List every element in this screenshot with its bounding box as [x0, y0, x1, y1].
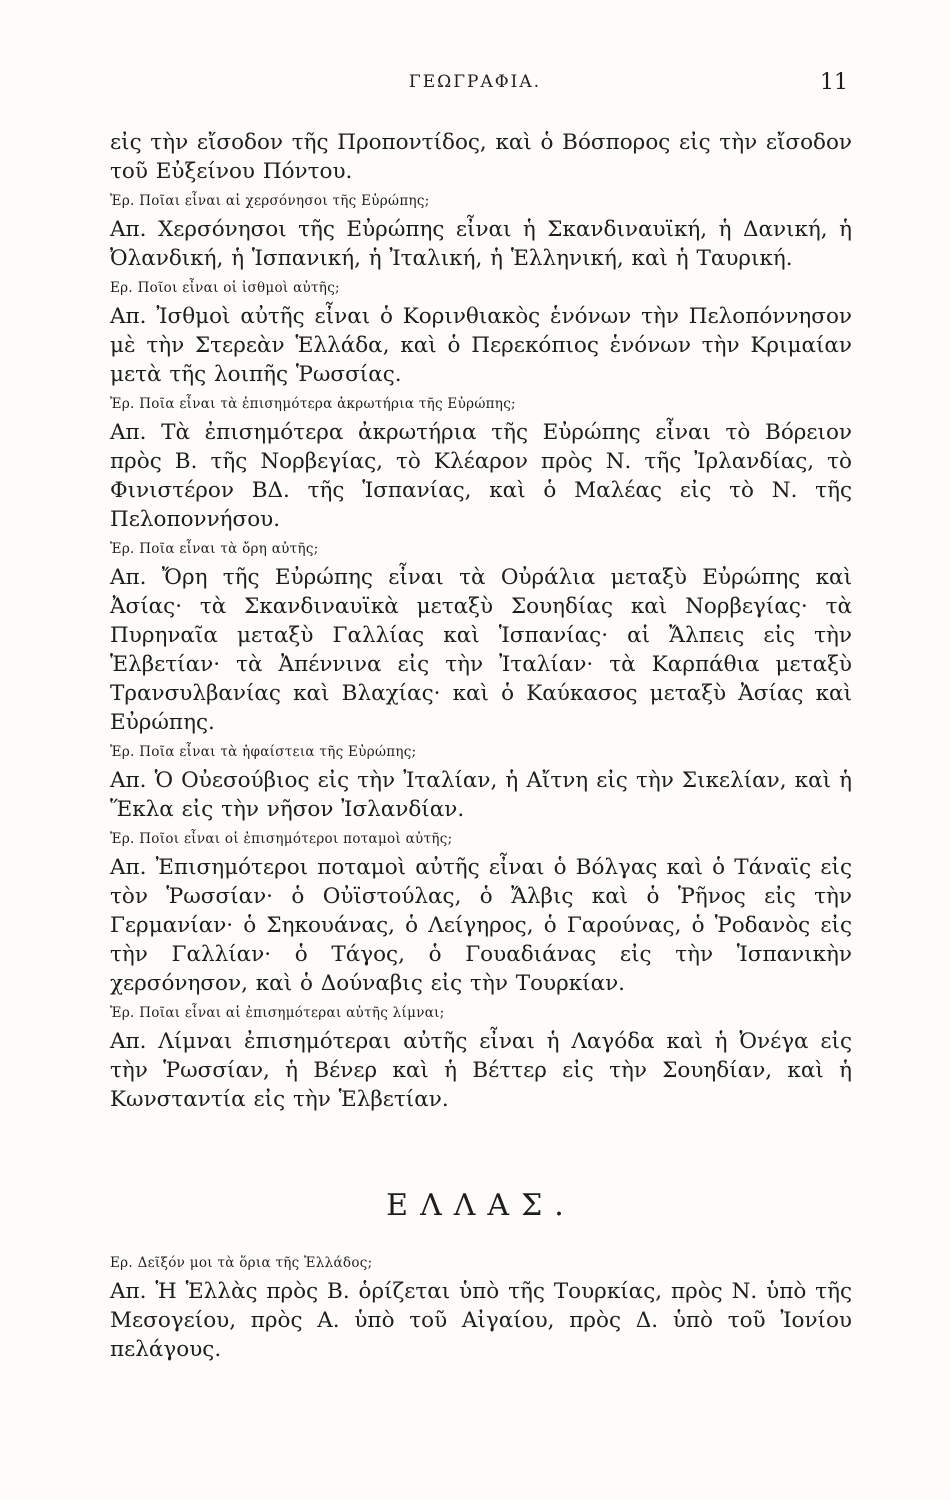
answer-peninsulas: Απ. Χερσόνησοι τῆς Εὐρώπης εἶναι ἡ Σκανδιναυϊκή, ἡ Δανική, ἡ Ὀλανδική, ἡ Ἱσπανική, ἡ Ἰταλική, ἡ Ἑλληνική, καὶ ἡ Ταυρική.	[110, 217, 852, 271]
answer-capes: Απ. Τὰ ἐπισημότερα ἀκρωτήρια τῆς Εὐρώπης εἶναι τὸ Βόρειον πρὸς Β. τῆς Νορβεγίας, τὸ Κλέαρον πρὸς Ν. τῆς Ἰρλανδίας, τὸ Φινιστέρον ΒΔ. τῆς Ἱσπανίας, καὶ ὁ Μαλέας εἰς τὸ Ν. τῆς Πελοποννήσου.	[110, 420, 852, 532]
question-rivers: Ἐρ. Ποῖοι εἶναι οἱ ἐπισημότεροι ποταμοὶ αὐτῆς;	[110, 831, 453, 847]
answer-lakes: Απ. Λίμναι ἐπισημότεραι αὐτῆς εἶναι ἡ Λαγόδα καὶ ἡ Ὀνέγα εἰς τὴν Ῥωσσίαν, ἡ Βένερ καὶ ἡ Βέττερ εἰς τὴν Σουηδίαν, καὶ ἡ Κωνσταντία εἰς τὴν Ἑλβετίαν.	[110, 1029, 852, 1112]
intro-paragraph: εἰς τὴν εἴσοδον τῆς Προποντίδος, καὶ ὁ Βόσπορος εἰς τὴν εἴσοδον τοῦ Εὐξείνου Πόντου.	[110, 130, 852, 184]
question-greece-borders: Ερ. Δεῖξόν μοι τὰ ὅρια τῆς Ἑλλάδος;	[110, 1255, 373, 1271]
page-body	[110, 128, 852, 1364]
page-header	[110, 70, 848, 102]
question-lakes: Ἐρ. Ποῖαι εἶναι αἱ ἐπισημότεραι αὐτῆς λίμναι;	[110, 1005, 445, 1021]
question-capes: Ἐρ. Ποῖα εἶναι τὰ ἐπισημότερα ἀκρωτήρια τῆς Εὐρώπης;	[110, 396, 516, 412]
section-title: ΕΛΛΑΣ.	[386, 1188, 576, 1223]
running-title: ΓΕΩΓΡΑΦΙΑ.	[408, 72, 542, 92]
question-volcanoes: Ἐρ. Ποῖα εἶναι τὰ ἡφαίστεια τῆς Εὐρώπης;	[110, 744, 417, 760]
page-number: 11	[820, 70, 848, 95]
question-isthmuses: Ερ. Ποῖοι εἶναι οἱ ἰσθμοὶ αὐτῆς;	[110, 280, 340, 296]
question-mountains: Ἐρ. Ποῖα εἶναι τὰ ὄρη αὐτῆς;	[110, 541, 319, 557]
answer-rivers: Απ. Ἐπισημότεροι ποταμοὶ αὐτῆς εἶναι ὁ Βόλγας καὶ ὁ Τάναϊς εἰς τὸν Ῥωσσίαν· ὁ Οὐϊστούλας, ὁ Ἄλβις καὶ ὁ Ῥῆνος εἰς τὴν Γερμανίαν· ὁ Σηκουάνας, ὁ Λείγηρος, ὁ Γαρούνας, ὁ Ῥοδανὸς εἰς τὴν Γαλλίαν· ὁ Τάγος, ὁ Γουαδιάνας εἰς τὴν Ἱσπανικὴν χερσόνησον, καὶ ὁ Δούναβις εἰς τὴν Τουρκίαν.	[110, 855, 852, 996]
question-peninsulas: Ἐρ. Ποῖαι εἶναι αἱ χερσόνησοι τῆς Εὐρώπης;	[110, 193, 430, 209]
answer-mountains: Απ. Ὄρη τῆς Εὐρώπης εἶναι τὰ Οὐράλια μεταξὺ Εὐρώπης καὶ Ἀσίας· τὰ Σκανδιναυϊκὰ μεταξὺ Σουηδίας καὶ Νορβεγίας· τὰ Πυρηναῖα μεταξὺ Γαλλίας καὶ Ἱσπανίας· αἱ Ἄλπεις εἰς τὴν Ἑλβετίαν· τὰ Ἀπέννινα εἰς τὴν Ἰταλίαν· τὰ Καρπάθια μεταξὺ Τρανσυλβανίας καὶ Βλαχίας· καὶ ὁ Καύκασος μεταξὺ Ἀσίας καὶ Εὐρώπης.	[110, 565, 852, 735]
answer-greece-borders: Απ. Ἡ Ἑλλὰς πρὸς Β. ὁρίζεται ὑπὸ τῆς Τουρκίας, πρὸς Ν. ὑπὸ τῆς Μεσογείου, πρὸς Α. ὑπὸ τοῦ Αἰγαίου, πρὸς Δ. ὑπὸ τοῦ Ἰονίου πελάγους.	[110, 1279, 852, 1362]
answer-volcanoes: Απ. Ὁ Οὐεσούβιος εἰς τὴν Ἰταλίαν, ἡ Αἴτνη εἰς τὴν Σικελίαν, καὶ ἡ Ἕκλα εἰς τὴν νῆσον Ἰσλανδίαν.	[110, 768, 852, 822]
answer-isthmuses: Απ. Ἰσθμοὶ αὐτῆς εἶναι ὁ Κορινθιακὸς ἑνόνων τὴν Πελοπόννησον μὲ τὴν Στερεὰν Ἑλλάδα, καὶ ὁ Περεκόπιος ἑνόνων τὴν Κριμαίαν μετὰ τῆς λοιπῆς Ῥωσσίας.	[110, 304, 852, 387]
